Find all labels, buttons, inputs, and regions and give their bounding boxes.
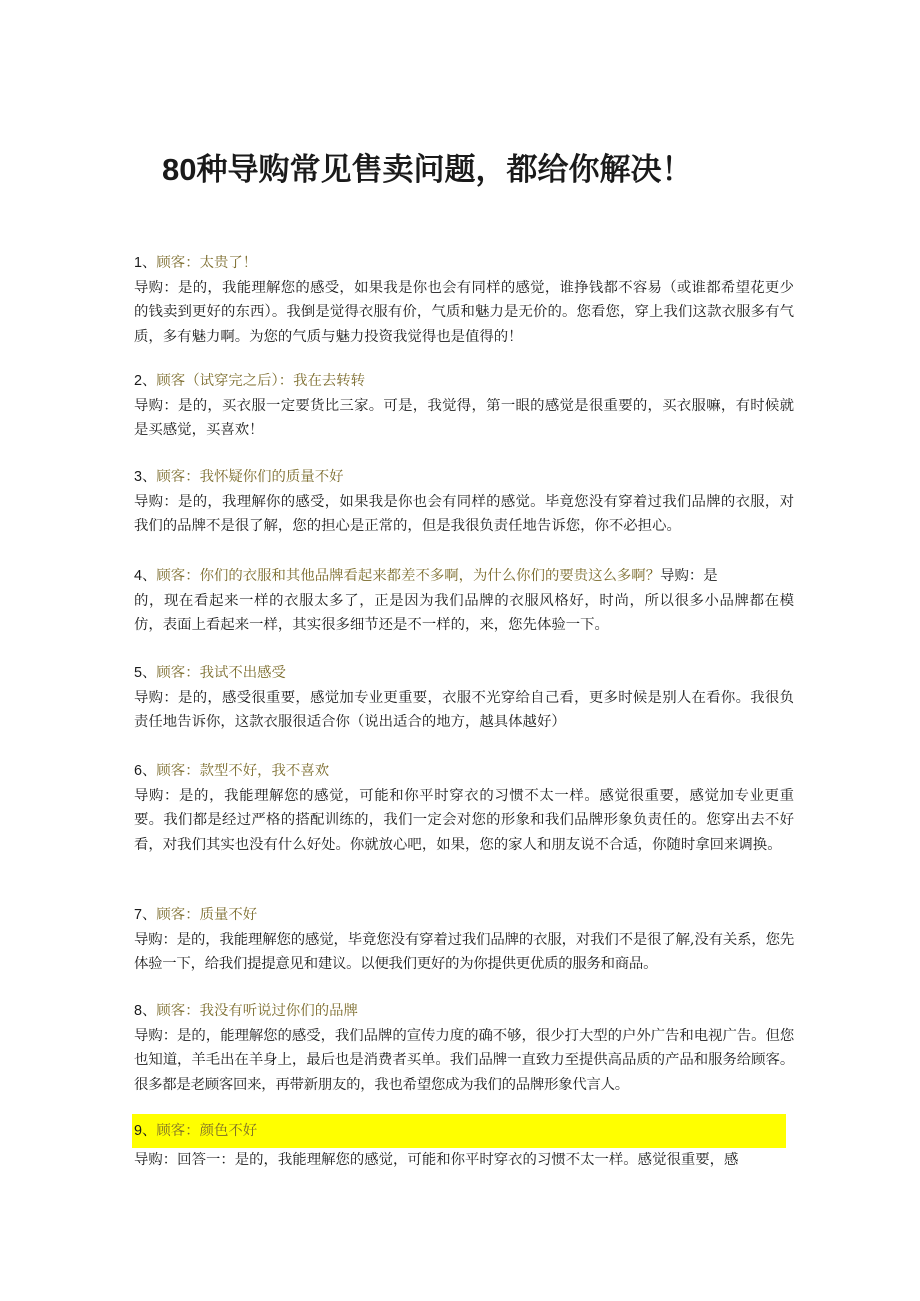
question-index: 9、 [134, 1123, 157, 1139]
question-line [134, 465, 794, 490]
question-text: 顾客：款型不好，我不喜欢 [156, 763, 330, 779]
answer-text: 导购：回答一：是的，我能理解您的感觉，可能和你平时穿衣的习惯不太一样。感觉很重要，感 [134, 1152, 739, 1168]
answer-text: 导购：是的，我能理解您的感受，如果我是你也会有同样的感觉，谁挣钱都不容易（或谁都希望花更少的钱卖到更好的东西）。我倒是觉得衣服有价，气质和魅力是无价的。您看您，穿上我们这款衣服多有气质，多有魅力啊。为您的气质与魅力投资我觉得也是值得的！ [134, 279, 794, 345]
question-text: 顾客：质量不好 [156, 907, 258, 923]
qa-item-4 [134, 564, 794, 638]
question-line [134, 759, 794, 784]
qa-item-6 [134, 759, 794, 857]
qa-item-7 [134, 903, 794, 977]
answer-text: 导购：是的，买衣服一定要货比三家。可是，我觉得，第一眼的感觉是很重要的，买衣服嘛，有时候就是买感觉，买喜欢！ [134, 397, 794, 438]
question-text: 顾客：我没有听说过你们的品牌 [156, 1003, 358, 1019]
question-line [134, 999, 794, 1024]
question-line [134, 661, 794, 686]
question-index: 3、 [134, 469, 157, 485]
question-text: 顾客（试穿完之后）：我在去转转 [156, 373, 366, 389]
answer-text: 导购：是的，能理解您的感受，我们品牌的宣传力度的确不够，很少打大型的户外广告和电视广告。但您也知道，羊毛出在羊身上，最后也是消费者买单。我们品牌一直致力至提供高品质的产品和服务给顾客。很多都是老顾客回来，再带新朋友的，我也希望您成为我们的品牌形象代言人。 [134, 1027, 794, 1093]
question-text: 顾客：颜色不好 [156, 1123, 258, 1139]
qa-item-9 [134, 1114, 794, 1173]
question-index: 8、 [134, 1003, 157, 1019]
question-index: 5、 [134, 665, 157, 681]
question-text: 顾客：你们的衣服和其他品牌看起来都差不多啊，为什么你们的要贵这么多啊？ [156, 568, 661, 584]
answer-inline: 导购：是 [660, 568, 718, 584]
document-title [162, 150, 782, 190]
qa-item-2 [134, 369, 794, 443]
answer-text: 导购：是的，我能理解您的感觉，可能和你平时穿衣的习惯不太一样。感觉很重要，感觉加专业更重要。我们都是经过严格的搭配训练的，我们一定会对您的形象和我们品牌形象负责任的。您穿出去不好看，对我们其实也没有什么好处。你就放心吧，如果，您的家人和朋友说不合适，你随时拿回来调换。 [134, 787, 794, 853]
question-text: 顾客：太贵了！ [156, 255, 258, 271]
answer-text: 导购：是的，感受很重要，感觉加专业更重要，衣服不光穿给自己看，更多时候是别人在看你。我很负责任地告诉你，这款衣服很适合你（说出适合的地方，越具体越好） [134, 689, 794, 730]
question-line-highlighted [132, 1114, 786, 1148]
question-index: 7、 [134, 907, 157, 923]
qa-item-5 [134, 661, 794, 735]
question-index: 2、 [134, 373, 157, 389]
question-line [134, 251, 794, 276]
title-text: 种导购常见售卖问题，都给你解决！ [196, 152, 693, 188]
question-line [134, 369, 794, 394]
question-line [134, 564, 794, 589]
question-line [134, 903, 794, 928]
answer-text: 的，现在看起来一样的衣服太多了，正是因为我们品牌的衣服风格好，时尚，所以很多小品牌都在模仿，表面上看起来一样，其实很多细节还是不一样的，来，您先体验一下。 [134, 592, 794, 633]
question-index: 4、 [134, 568, 157, 584]
title-number: 80 [162, 152, 197, 187]
question-text: 顾客：我怀疑你们的质量不好 [156, 469, 344, 485]
question-index: 6、 [134, 763, 157, 779]
answer-text: 导购：是的，我能理解您的感觉，毕竟您没有穿着过我们品牌的衣服，对我们不是很了解,没有关系，您先体验一下，给我们提提意见和建议。以便我们更好的为你提供更优质的服务和商品。 [134, 931, 794, 972]
qa-item-8 [134, 999, 794, 1097]
qa-item-1 [134, 251, 794, 349]
question-index: 1、 [134, 255, 157, 271]
qa-item-3 [134, 465, 794, 539]
answer-text: 导购：是的，我理解你的感受，如果我是你也会有同样的感觉。毕竟您没有穿着过我们品牌的衣服，对我们的品牌不是很了解，您的担心是正常的，但是我很负责任地告诉您，你不必担心。 [134, 493, 794, 534]
question-text: 顾客：我试不出感受 [156, 665, 286, 681]
